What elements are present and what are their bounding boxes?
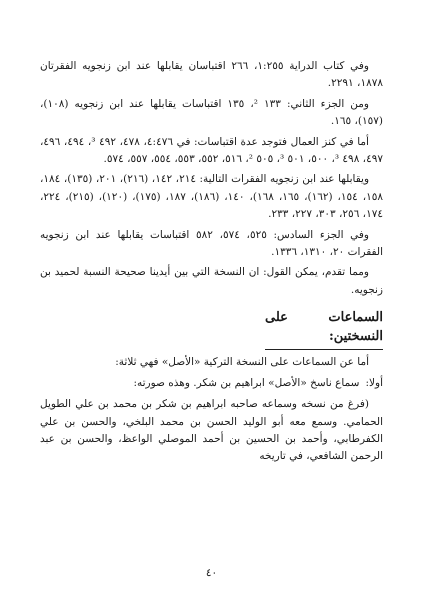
paragraph: ومما تقدم، يمكن القول: ان النسخة التي بين أيدينا صحيحة النسبة لحميد بن زنجويه.	[40, 266, 383, 296]
quoted-passage: (فرغ من نسخه وسماعه صاحبه ابراهيم بن شكر بن محمد بن علي الطويل الحمامي. وسمع معه أبو الوليد الحسن بن محمد البلخي، والحسن بن علي الكفرطابي، وأحمد بن الحسين بن أحمد الموصلي الواعظ، والحسن بن عبد الرحمن الشافعي، في تاريخه	[40, 398, 383, 463]
list-item	[40, 375, 383, 392]
section-heading: السماعات على النسختين:	[265, 308, 383, 350]
body-text	[40, 58, 383, 469]
page-number: ٤٠	[205, 567, 218, 579]
paragraph: أما في كنز العمال فتوجد عدة اقتباسات: في ٤:٤٧٦، ٤٧٨، ٤٩٢ ³، ٤٩٤، ٤٩٦، ٤٩٧، ٤٩٨ ³، ٥٠٠، ٥٠١ ³، ٥٠٥ ²، ٥١٦، ٥٥٢، ٥٥٣، ٥٥٤، ٥٥٧، ٥٧٤.	[40, 135, 383, 166]
paragraph: ويقابلها عند ابن زنجويه الفقرات التالية: ٢١٤، ١٤٢، (٢١٦)، ٢٠١، (١٣٥)، ١٨٤، ١٥٨، ١٥٤، (١٦٢)، ١٦٥، ١٦٨)، ١٤٠، (١٨٦)، ١٨٧، (١٧٥)، (١٢٠)، (٢١٥)، ٢٢٤، ١٧٤، ٢٥٦، ٣٠٣، ٢٢٧، ٢٣٣.	[40, 173, 384, 221]
item-text: سماع ناسخ «الأصل» ابراهيم بن شكر. وهذه صورته:	[133, 376, 360, 389]
paragraph: وفي الجزء السادس: ٥٢٥، ٥٧٤، ٥٨٢ اقتباسات يقابلها عند ابن زنجويه الفقرات ٢٠، ١٣١٠، ١٣٣٦.	[40, 228, 383, 259]
intro-paragraph: أما عن السماعات على النسخة التركية «الأصل» فهي ثلاثة:	[115, 356, 369, 369]
paragraph: ومن الجزء الثاني: ١٣٣ ²، ١٣٥ اقتباسات يقابلها عند ابن زنجويه (١٠٨)، (١٥٧)، ١٦٥.	[40, 97, 383, 128]
paragraph: وفي كتاب الدراية ١:٢٥٥، ٢٦٦ اقتباسان يقابلها عند ابن زنجويه الفقرتان ١٨٧٨، ٢٢٩١.	[40, 60, 383, 90]
item-label: أولا:	[365, 376, 383, 389]
